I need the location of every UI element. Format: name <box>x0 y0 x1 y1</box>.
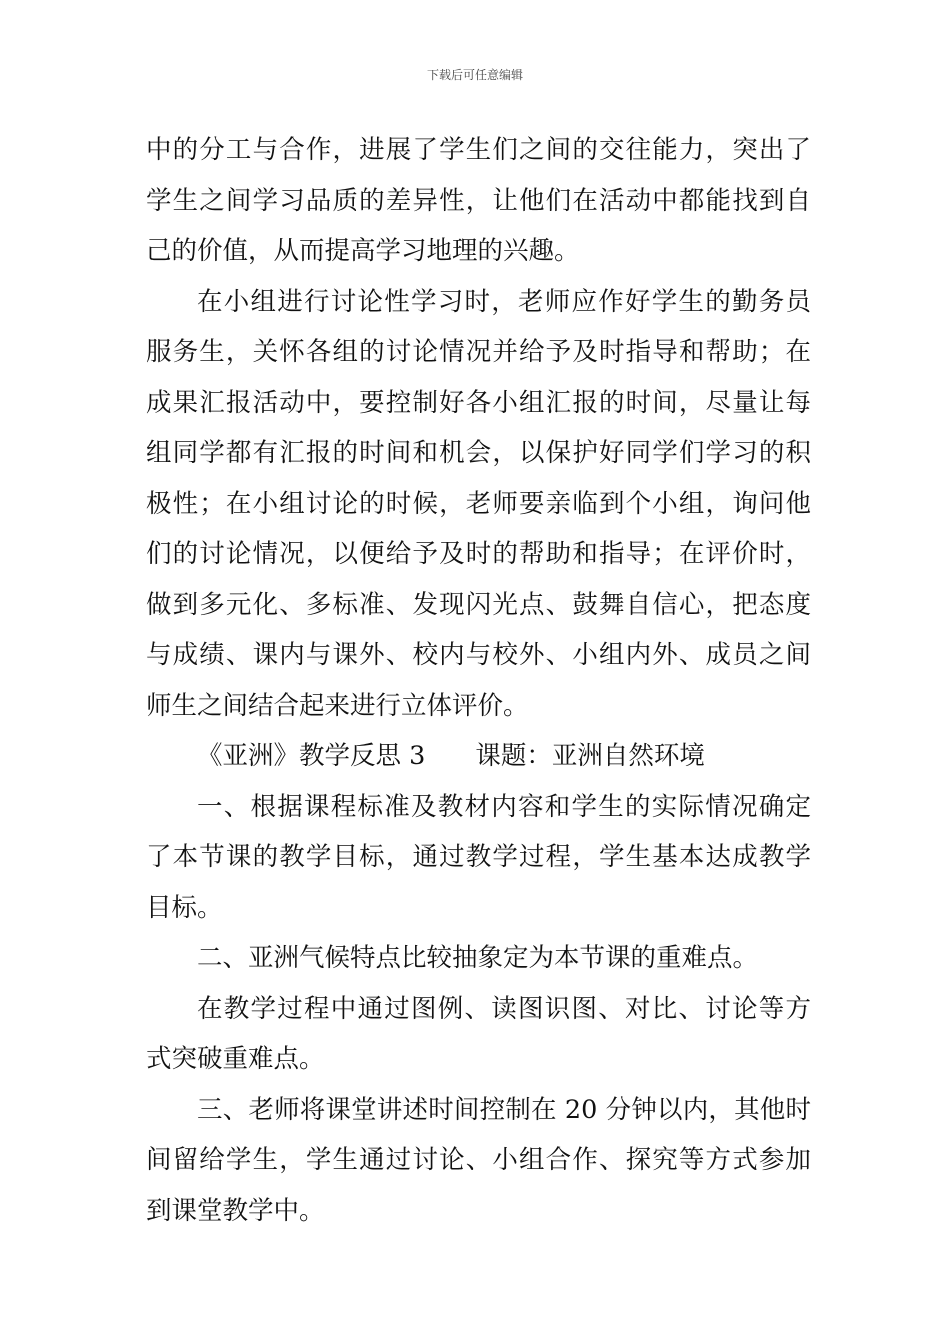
text-line <box>146 226 811 277</box>
text-line <box>146 883 811 934</box>
text-line-content: 在小组进行讨论性学习时，老师应作好学生的勤务员 <box>197 286 811 317</box>
text-line-content: 一、根据课程标准及教材内容和学生的实际情况确定 <box>197 791 811 822</box>
text-line-content: 到课堂教学中。 <box>146 1195 325 1226</box>
text-line-content: 学生之间学习品质的差异性，让他们在活动中都能找到自 <box>146 185 811 216</box>
lesson-topic: 课题：亚洲自然环境 <box>475 741 705 771</box>
page-header: 下载后可任意编辑 <box>426 68 523 82</box>
text-line <box>146 630 811 681</box>
text-line <box>146 832 811 883</box>
text-line-content: 成果汇报活动中，要控制好各小组汇报的时间，尽量让每 <box>146 387 811 418</box>
text-line-content: 师生之间结合起来进行立体评价。 <box>146 690 529 721</box>
text-line <box>146 277 811 328</box>
text-line-content: 中的分工与合作，进展了学生们之间的交往能力，突出了 <box>146 135 811 165</box>
text-line <box>146 1034 811 1085</box>
text-line-content: 服务生，关怀各组的讨论情况并给予及时指导和帮助；在 <box>146 337 811 367</box>
text-line <box>146 378 811 429</box>
text-line-content: 三、老师将课堂讲述时间控制在 20 分钟以内，其他时 <box>197 1094 811 1125</box>
text-line <box>146 529 811 580</box>
text-line-content: 组同学都有汇报的时间和机会，以保护好同学们学习的积 <box>146 438 811 468</box>
text-line <box>146 176 811 227</box>
text-line <box>146 327 811 378</box>
text-line <box>146 580 811 631</box>
text-line <box>146 984 811 1035</box>
text-line <box>146 428 811 479</box>
text-line <box>146 731 811 782</box>
text-line <box>146 1135 811 1186</box>
text-line <box>146 933 811 984</box>
text-line-content: 在教学过程中通过图例、读图识图、对比、讨论等方 <box>197 993 811 1024</box>
text-line-content: 式突破重难点。 <box>146 1044 325 1074</box>
text-line <box>146 125 811 176</box>
text-line <box>146 1186 811 1237</box>
text-line-content: 目标。 <box>146 892 223 923</box>
text-line-content: 做到多元化、多标准、发现闪光点、鼓舞自信心，把态度 <box>146 589 811 620</box>
text-line-content: 《亚洲》教学反思 3 <box>197 741 426 771</box>
text-line <box>146 681 811 732</box>
text-line-content: 与成绩、课内与课外、校内与校外、小组内外、成员之间 <box>146 640 811 670</box>
text-line <box>146 782 811 833</box>
text-line <box>146 1085 811 1136</box>
text-line <box>146 479 811 530</box>
text-line-content: 极性；在小组讨论的时候，老师要亲临到个小组，询问他 <box>146 488 811 519</box>
text-line-content: 间留给学生，学生通过讨论、小组合作、探究等方式参加 <box>146 1145 811 1175</box>
document-body <box>146 125 811 1236</box>
text-line-content: 二、亚洲气候特点比较抽象定为本节课的重难点。 <box>197 943 759 973</box>
text-line-content: 己的价值，从而提高学习地理的兴趣。 <box>146 236 580 266</box>
text-line-content: 了本节课的教学目标，通过教学过程，学生基本达成教学 <box>146 842 811 872</box>
text-line-content: 们的讨论情况，以便给予及时的帮助和指导；在评价时， <box>146 539 811 569</box>
